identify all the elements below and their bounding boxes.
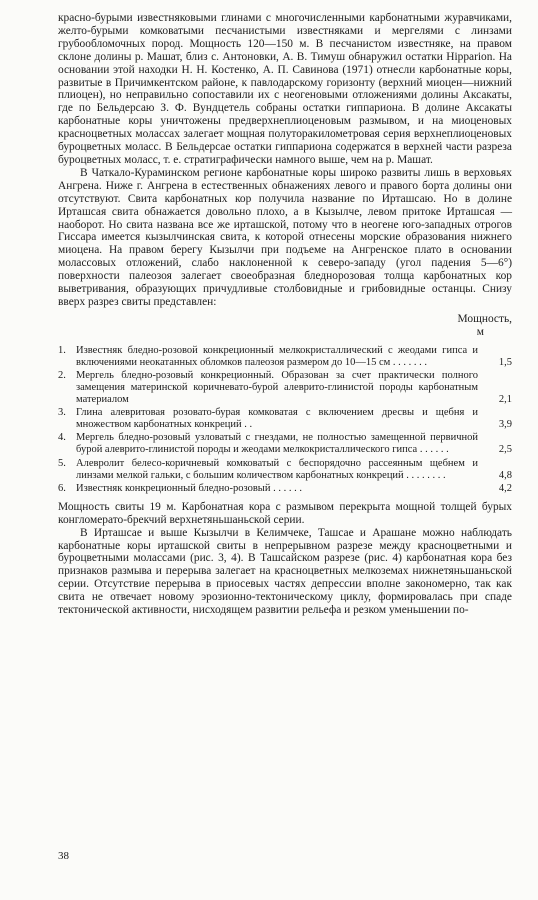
paragraph-4: В Ирташсае и выше Кызылчи в Келимчеке, Ташсае и Арашане можно наблюдать карбонатные коры ирташской свиты в непрерывном разрезе между красноцветными и буроцветными молассами (рис. 3, 4). В Ташсайском разрезе (рис. 4) карбонатная кора без признаков размыва и перерыва залегает на красноцветных мелкоземах нижнетяньшаньской серии. Отсутствие перерыва в приосевых частях депрессии вполне закономерно, так как свита не отвечает новому эрозионно-тектоническому циклу, формировалась при спаде тектонической активности, нисходящем развитии рельефа и резком уменьшении по- <box>58 526 512 617</box>
paragraph-3: Мощность свиты 19 м. Карбонатная кора с размывом перекрыта мощной толщей бурых конгломерато-брекчий верхнетяньшаньской серии. <box>58 500 512 526</box>
layer-number: 4. <box>58 432 66 444</box>
layer-number: 1. <box>58 344 66 356</box>
layer-description: Мергель бледно-розовый конкреционный. Образован за счет практически полного замещения материнской коричневато-бурой алеврито-глинистой породы карбонатным материалом <box>76 369 478 406</box>
thickness-header <box>58 313 512 339</box>
layer-thickness: 2,1 <box>498 394 512 406</box>
layer-thickness: 4,8 <box>498 469 512 481</box>
layer-number: 5. <box>58 457 66 469</box>
layer-item <box>58 458 512 482</box>
page-body <box>58 12 512 617</box>
layer-description: Алевролит белесо-коричневый комковатый с беспорядочно рассеянным щебнем и линзами мелкой гальки, с большим количеством карбонатных конкреций . . . . . . . . <box>76 457 478 481</box>
page-number: 38 <box>58 850 69 862</box>
thickness-header-title: Мощность, <box>457 312 512 325</box>
layer-description: Известняк бледно-розовой конкреционный мелкокристаллический с жеодами гипса и включениями неокатанных обломков палеозоя размером до 10—15 см . . . . . . . <box>76 344 478 368</box>
layer-item <box>58 407 512 431</box>
layer-item <box>58 370 512 406</box>
layer-description: Известняк конкреционный бледно-розовый . . . . . . <box>76 482 302 494</box>
paragraph-1: красно-бурыми известняковыми глинами с многочисленными карбонатными журавчиками, желто-бурыми комковатыми песчанистыми известняками и мергелями с линзами грубообломочных пород. Мощность 120—150 м. В песчанистом известняке, на правом склоне долины р. Машат, близ с. Антоновки, А. В. Тимуш обнаружил остатки Hipparion. На основании этой находки Н. Н. Костенко, А. П. Савинова (1971) отнесли карбонатные коры, развитые в Причимкентском районе, к павлодарскому горизонту (верхний миоцен—нижний плиоцен), но неправильно сопоставили их с неогеновыми отложениями долины Аксакаты, где по Бельдерсаю З. Ф. Вундцетель собраны остатки гиппариона. В долине Аксакаты карбонатные коры уничтожены предверхнеплиоценовым размывом, и на миоценовых красноцветных молассах залегает мощная полуторакилометровая серия верхнеплиоценовых буроцветных моласс. В Бельдерсае остатки гиппариона содержатся в верхней части разреза буроцветных моласс, т. е. стратиграфически намного выше, чем на р. Машат. <box>58 12 512 166</box>
layer-number: 2. <box>58 369 66 381</box>
layer-description: Мергель бледно-розовый узловатый с гнездами, не полностью замещенной первичной бурой алеврито-глинистой породы и жеодами мелкокристаллического гипса . . . . . . <box>76 432 478 456</box>
layer-number: 3. <box>58 407 66 419</box>
layer-thickness: 4,2 <box>498 482 512 494</box>
layer-item <box>58 483 512 495</box>
layer-item <box>58 432 512 456</box>
layer-list <box>58 345 512 495</box>
paragraph-2: В Чаткало-Кураминском регионе карбонатные коры широко развиты лишь в верховьях Ангрена. Ниже г. Ангрена в естественных обнажениях левого и правого борта долины они отсутствуют. Свита карбонатных кор получила название по Ирташсаю. Но в долине Ирташсая свита обнажается довольно плохо, а в Кызылче, левом притоке Ирташсая — наоборот. Но свита названа все же ирташской, потому что в неогене юго-западных отрогов Гиссара имеется кызылчинская свита, к которой отнесены морские образования нижнего миоцена. На правом берегу Кызылчи при подъеме на Ангренское плато в основании молассовых отложений, слабо наклоненной к северо-западу (угол падения 5—6°) поверхности палеозоя залегает своеобразная бледнорозовая толща карбонатных кор выветривания, образующих причудливые столбовидные и грибовидные останцы. Снизу вверх разрез свиты представлен: <box>58 166 512 308</box>
layer-description: Глина алевритовая розовато-бурая комковатая с включением дресвы и щебня и множеством карбонатных конкреций . . <box>76 407 478 431</box>
layer-thickness: 1,5 <box>498 356 512 368</box>
layer-thickness: 3,9 <box>498 419 512 431</box>
layer-number: 6. <box>58 482 66 494</box>
layer-thickness: 2,5 <box>498 444 512 456</box>
thickness-header-unit: м <box>476 325 484 338</box>
layer-item <box>58 345 512 369</box>
